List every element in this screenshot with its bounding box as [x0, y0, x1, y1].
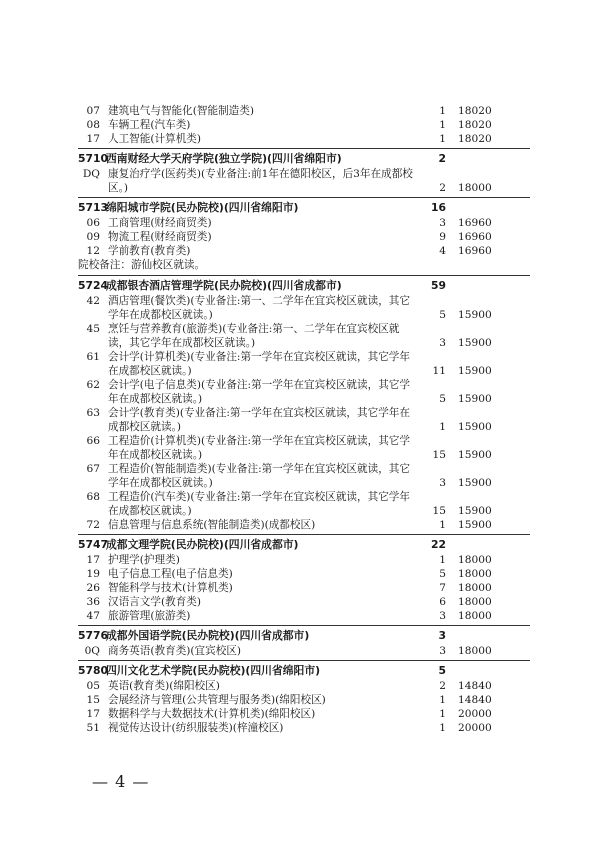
major-name: 工程造价(汽车类)(专业备注:第一学年在宜宾校区就读，其它学年在成都校区就读。): [108, 491, 410, 517]
tuition-fee: 15900: [458, 393, 492, 405]
plan-count: 1: [439, 133, 446, 145]
major-code: 67: [86, 463, 100, 475]
major-code: 66: [86, 435, 100, 447]
major-row: [78, 350, 530, 378]
tuition-fee: 18000: [458, 596, 492, 608]
major-code: 17: [86, 133, 100, 145]
school-header: [78, 148, 530, 167]
plan-count: 1: [439, 119, 446, 131]
tuition-fee: 16960: [458, 231, 492, 243]
major-name: 工程造价(智能制造类)(专业备注:第一学年在宜宾校区就读，其它学年在成都校区就读。): [108, 463, 410, 489]
major-row: [78, 644, 530, 658]
plan-count: 3: [439, 645, 446, 657]
major-code: 09: [86, 231, 100, 243]
plan-count: 3: [439, 610, 446, 622]
plan-count: 1: [439, 519, 446, 531]
major-name: 旅游管理(旅游类): [108, 610, 191, 622]
tuition-fee: 18000: [458, 582, 492, 594]
major-name: 护理学(护理类): [108, 554, 180, 566]
major-row: [78, 707, 530, 721]
major-row: [78, 518, 530, 532]
tuition-fee: 18000: [458, 568, 492, 580]
major-name: 物流工程(财经商贸类): [108, 231, 212, 243]
school-header: [78, 275, 530, 294]
major-row: [78, 679, 530, 693]
tuition-fee: 18020: [458, 119, 492, 131]
plan-count: 15: [432, 505, 446, 517]
school-total-plan: 22: [430, 538, 446, 551]
tuition-fee: 18020: [458, 133, 492, 145]
major-row: [78, 216, 530, 230]
major-code: 45: [86, 323, 100, 335]
major-code: 36: [86, 596, 100, 608]
plan-count: 1: [439, 722, 446, 734]
school-header: [78, 534, 530, 553]
tuition-fee: 16960: [458, 217, 492, 229]
major-row: [78, 462, 530, 490]
major-row: [78, 609, 530, 623]
major-code: 0Q: [84, 645, 100, 657]
major-name: 酒店管理(餐饮类)(专业备注:第一、二学年在宜宾校区就读，其它学年在成都校区就读。): [108, 295, 410, 321]
major-code: 17: [86, 554, 100, 566]
page-number: — 4 —: [92, 772, 150, 791]
school-header: [78, 625, 530, 644]
school-total-plan: 2: [438, 152, 446, 165]
major-code: 42: [86, 295, 100, 307]
major-code: 12: [86, 245, 100, 257]
major-row: [78, 104, 530, 118]
plan-count: 2: [439, 680, 446, 692]
major-name: 智能科学与技术(计算机类): [108, 582, 233, 594]
plan-count: 5: [439, 309, 446, 321]
major-row: [78, 581, 530, 595]
school-name: 成都文理学院(民办院校)(四川省成都市): [106, 538, 299, 551]
school-total-plan: 3: [438, 629, 446, 642]
major-row: [78, 322, 530, 350]
plan-count: 3: [439, 337, 446, 349]
school-code: 5713: [78, 201, 109, 214]
school-code: 5747: [78, 538, 109, 551]
major-name: 康复治疗学(医药类)(专业备注:前1年在德阳校区，后3年在成都校区。): [108, 168, 413, 194]
major-row: [78, 721, 530, 735]
school-name: 成都外国语学院(民办院校)(四川省成都市): [106, 629, 310, 642]
major-code: 47: [86, 610, 100, 622]
plan-count: 4: [439, 245, 446, 257]
tuition-fee: 20000: [458, 722, 492, 734]
major-name: 会计学(电子信息类)(专业备注:第一学年在宜宾校区就读，其它学年在成都校区就读。): [108, 379, 410, 405]
major-code: DQ: [82, 168, 100, 180]
plan-count: 1: [439, 554, 446, 566]
tuition-fee: 15900: [458, 337, 492, 349]
tuition-fee: 18020: [458, 105, 492, 117]
plan-count: 1: [439, 421, 446, 433]
tuition-fee: 15900: [458, 449, 492, 461]
school-name: 四川文化艺术学院(民办院校)(四川省绵阳市): [106, 664, 321, 677]
school-header: [78, 660, 530, 679]
school-name: 西南财经大学天府学院(独立学院)(四川省绵阳市): [106, 152, 342, 165]
plan-count: 5: [439, 393, 446, 405]
major-row: [78, 567, 530, 581]
school-total-plan: 5: [438, 664, 446, 677]
admission-plan-table: [78, 104, 530, 735]
major-name: 视觉传达设计(纺织服装类)(梓潼校区): [108, 722, 284, 734]
school-note: [78, 258, 530, 273]
tuition-fee: 18000: [458, 554, 492, 566]
school-total-plan: 59: [430, 279, 446, 292]
tuition-fee: 20000: [458, 708, 492, 720]
major-code: 26: [86, 582, 100, 594]
major-code: 51: [86, 722, 100, 734]
major-row: [78, 294, 530, 322]
major-row: [78, 118, 530, 132]
major-code: 15: [86, 694, 100, 706]
plan-count: 1: [439, 105, 446, 117]
major-code: 68: [86, 491, 100, 503]
major-code: 72: [86, 519, 100, 531]
major-name: 会计学(教育类)(专业备注:第一学年在宜宾校区就读，其它学年在成都校区就读。): [108, 407, 410, 433]
tuition-fee: 15900: [458, 309, 492, 321]
major-name: 工商管理(财经商贸类): [108, 217, 212, 229]
major-row: [78, 434, 530, 462]
major-name: 会展经济与管理(公共管理与服务类)(绵阳校区): [108, 694, 326, 706]
school-note-text: 游仙校区就读。: [130, 259, 206, 271]
major-row: [78, 378, 530, 406]
major-row: [78, 490, 530, 518]
tuition-fee: 14840: [458, 694, 492, 706]
tuition-fee: 18000: [458, 610, 492, 622]
major-name: 车辆工程(汽车类): [108, 119, 191, 131]
major-row: [78, 132, 530, 146]
plan-count: 7: [439, 582, 446, 594]
major-row: [78, 595, 530, 609]
major-name: 烹饪与营养教育(旅游类)(专业备注:第一、二学年在宜宾校区就读，其它学年在成都校区就读。): [108, 323, 400, 349]
school-header: [78, 197, 530, 216]
plan-count: 3: [439, 217, 446, 229]
school-code: 5710: [78, 152, 109, 165]
tuition-fee: 15900: [458, 477, 492, 489]
plan-count: 2: [439, 182, 446, 194]
major-code: 05: [86, 680, 100, 692]
plan-count: 11: [432, 365, 446, 377]
tuition-fee: 14840: [458, 680, 492, 692]
major-name: 人工智能(计算机类): [108, 133, 202, 145]
tuition-fee: 15900: [458, 365, 492, 377]
plan-count: 5: [439, 568, 446, 580]
major-row: [78, 244, 530, 258]
major-row: [78, 553, 530, 567]
major-code: 62: [86, 379, 100, 391]
tuition-fee: 15900: [458, 519, 492, 531]
major-name: 电子信息工程(电子信息类): [108, 568, 233, 580]
major-code: 61: [86, 351, 100, 363]
major-code: 63: [86, 407, 100, 419]
tuition-fee: 15900: [458, 505, 492, 517]
tuition-fee: 16960: [458, 245, 492, 257]
school-code: 5724: [78, 279, 109, 292]
major-code: 17: [86, 708, 100, 720]
major-name: 会计学(计算机类)(专业备注:第一学年在宜宾校区就读，其它学年在成都校区就读。): [108, 351, 410, 377]
plan-count: 6: [439, 596, 446, 608]
major-name: 信息管理与信息系统(智能制造类)(成都校区): [108, 519, 316, 531]
school-note-label: 院校备注：: [78, 259, 131, 271]
major-name: 建筑电气与智能化(智能制造类): [108, 105, 254, 117]
school-code: 5780: [78, 664, 109, 677]
plan-count: 15: [432, 449, 446, 461]
major-row: [78, 167, 530, 195]
plan-count: 1: [439, 694, 446, 706]
major-code: 08: [86, 119, 100, 131]
school-total-plan: 16: [430, 201, 446, 214]
major-row: [78, 693, 530, 707]
school-name: 成都银杏酒店管理学院(民办院校)(四川省成都市): [106, 279, 342, 292]
major-code: 07: [86, 105, 100, 117]
major-name: 商务英语(教育类)(宜宾校区): [108, 645, 242, 657]
major-name: 数据科学与大数据技术(计算机类)(绵阳校区): [108, 708, 316, 720]
school-name: 绵阳城市学院(民办院校)(四川省绵阳市): [106, 201, 299, 214]
plan-count: 9: [439, 231, 446, 243]
tuition-fee: 18000: [458, 182, 492, 194]
major-name: 学前教育(教育类): [108, 245, 191, 257]
major-row: [78, 406, 530, 434]
plan-count: 3: [439, 477, 446, 489]
school-code: 5776: [78, 629, 109, 642]
major-name: 英语(教育类)(绵阳校区): [108, 680, 220, 692]
tuition-fee: 18000: [458, 645, 492, 657]
major-name: 工程造价(计算机类)(专业备注:第一学年在宜宾校区就读，其它学年在成都校区就读。): [108, 435, 410, 461]
plan-count: 1: [439, 708, 446, 720]
major-row: [78, 230, 530, 244]
major-name: 汉语言文学(教育类): [108, 596, 202, 608]
major-code: 19: [86, 568, 100, 580]
tuition-fee: 15900: [458, 421, 492, 433]
major-code: 06: [86, 217, 100, 229]
